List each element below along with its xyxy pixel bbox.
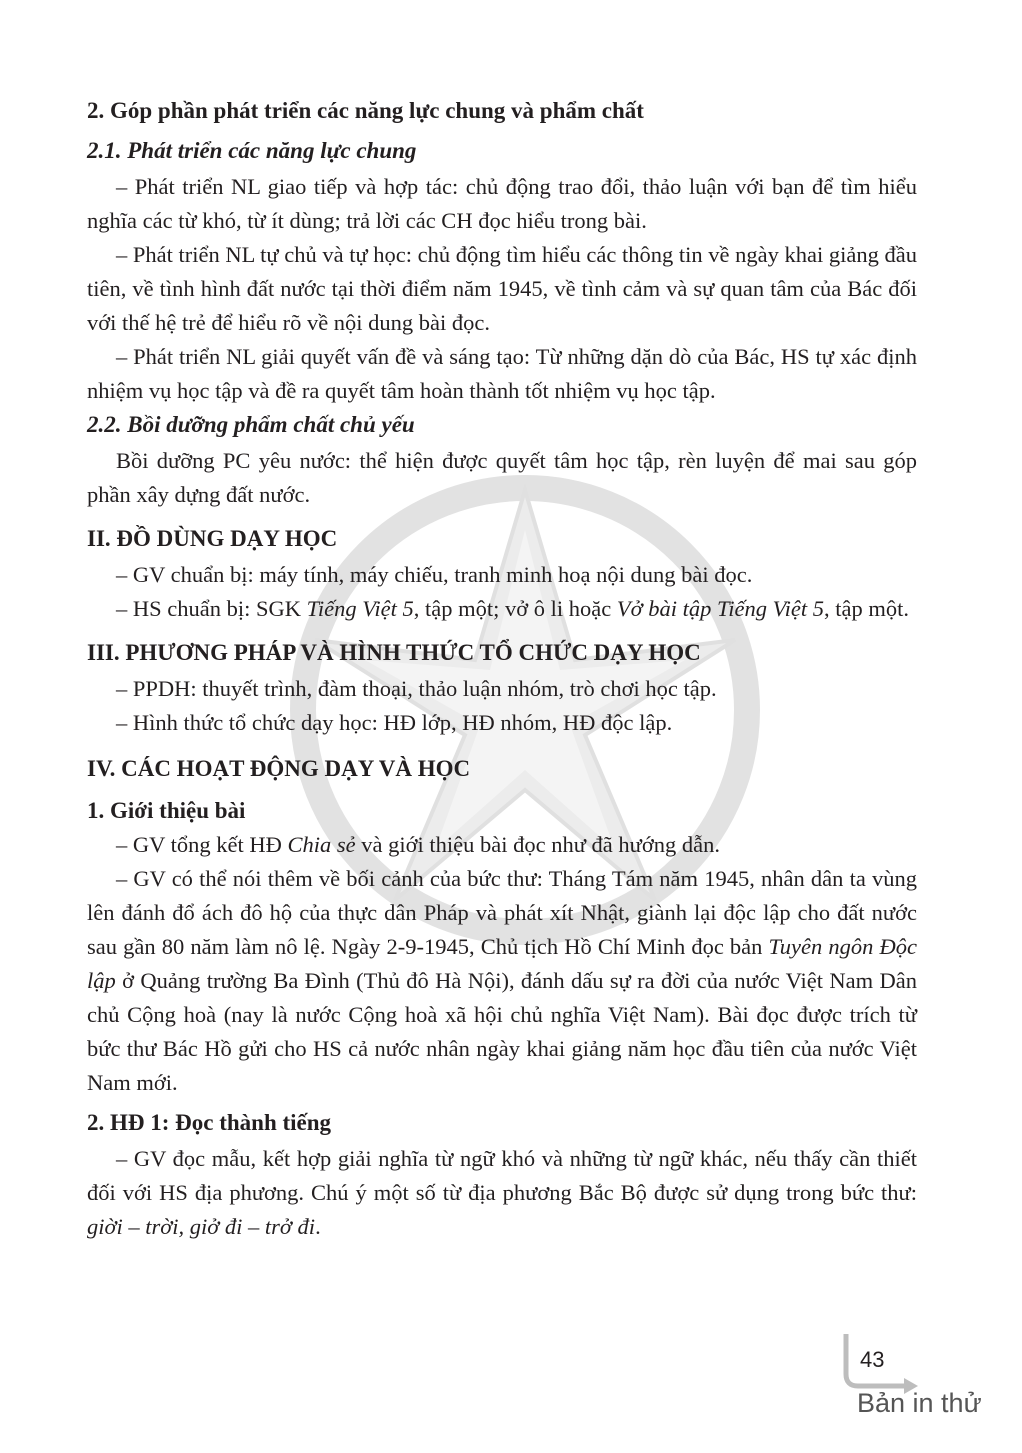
subsection-title-2-1: 2.1. Phát triển các năng lực chung	[87, 138, 417, 163]
section-title-IV-2: 2. HĐ 1: Đọc thành tiếng	[87, 1110, 332, 1135]
paragraph: – Hình thức tổ chức dạy học: HĐ lớp, HĐ nhóm, HĐ độc lập.	[116, 710, 673, 735]
section-title-IV: IV. CÁC HOẠT ĐỘNG DẠY VÀ HỌC	[87, 756, 471, 781]
main-content	[87, 96, 917, 1244]
paragraph: – GV tổng kết HĐ Chia sẻ và giới thiệu bài đọc như đã hướng dẫn.	[116, 832, 720, 857]
paragraph: – Phát triển NL tự chủ và tự học: chủ động tìm hiểu các thông tin về ngày khai giảng đầu tiên, về tình hình đất nước tại thời điểm năm 1945, về tình cảm và sự quan tâm của Bác đối với thế hệ trẻ để hiểu rõ về nội dung bài đọc.	[87, 242, 917, 335]
subsection-title-2-2: 2.2. Bồi dưỡng phẩm chất chủ yếu	[87, 412, 415, 437]
paragraph: – Phát triển NL giải quyết vấn đề và sáng tạo: Từ những dặn dò của Bác, HS tự xác định nhiệm vụ học tập và đề ra quyết tâm hoàn thành tốt nhiệm vụ học tập.	[87, 344, 917, 403]
paragraph: – GV có thể nói thêm về bối cảnh của bức thư: Tháng Tám năm 1945, nhân dân ta vùng lên đánh đổ ách đô hộ của thực dân Pháp và phát xít Nhật, giành lại độc lập cho đất nước sau gần 80 năm làm nô lệ. Ngày 2-9-1945, Chủ tịch Hồ Chí Minh đọc bản Tuyên ngôn Độc lập ở Quảng trường Ba Đình (Thủ đô Hà Nội), đánh dấu sự ra đời của nước Việt Nam Dân chủ Cộng hoà (nay là nước Cộng hoà xã hội chủ nghĩa Việt Nam). Bài đọc được trích từ bức thư Bác Hồ gửi cho HS cả nước nhân ngày khai giảng năm học đầu tiên của nước Việt Nam mới.	[87, 866, 917, 1095]
paragraph: Bồi dưỡng PC yêu nước: thể hiện được quyết tâm học tập, rèn luyện để mai sau góp phần xây dựng đất nước.	[87, 448, 917, 507]
paragraph: – GV đọc mẫu, kết hợp giải nghĩa từ ngữ khó và những từ ngữ khác, nếu thấy cần thiết đối với HS địa phương. Chú ý một số từ địa phương Bắc Bộ được sử dụng trong bức thư: giời – trời, giở đi – trở đi.	[87, 1146, 917, 1239]
paragraph: – GV chuẩn bị: máy tính, máy chiếu, tranh minh hoạ nội dung bài đọc.	[116, 562, 753, 587]
paragraph: – HS chuẩn bị: SGK Tiếng Việt 5, tập một; vở ô li hoặc Vở bài tập Tiếng Việt 5, tập một.	[116, 596, 910, 621]
section-title-IV-1: 1. Giới thiệu bài	[87, 798, 246, 823]
page-number: 43	[860, 1347, 885, 1372]
section-title-II: II. ĐỒ DÙNG DẠY HỌC	[87, 526, 338, 551]
paragraph: – PPDH: thuyết trình, đàm thoại, thảo luận nhóm, trò chơi học tập.	[116, 676, 717, 701]
section-title-III: III. PHƯƠNG PHÁP VÀ HÌNH THỨC TỔ CHỨC DẠY HỌC	[87, 640, 701, 665]
draft-stamp: Bản in thử	[857, 1388, 982, 1418]
section-title-2: 2. Góp phần phát triển các năng lực chung và phẩm chất	[87, 98, 644, 123]
paragraph: – Phát triển NL giao tiếp và hợp tác: chủ động trao đổi, thảo luận với bạn để tìm hiểu nghĩa các từ khó, từ ít dùng; trả lời các CH đọc hiểu trong bài.	[87, 174, 917, 233]
